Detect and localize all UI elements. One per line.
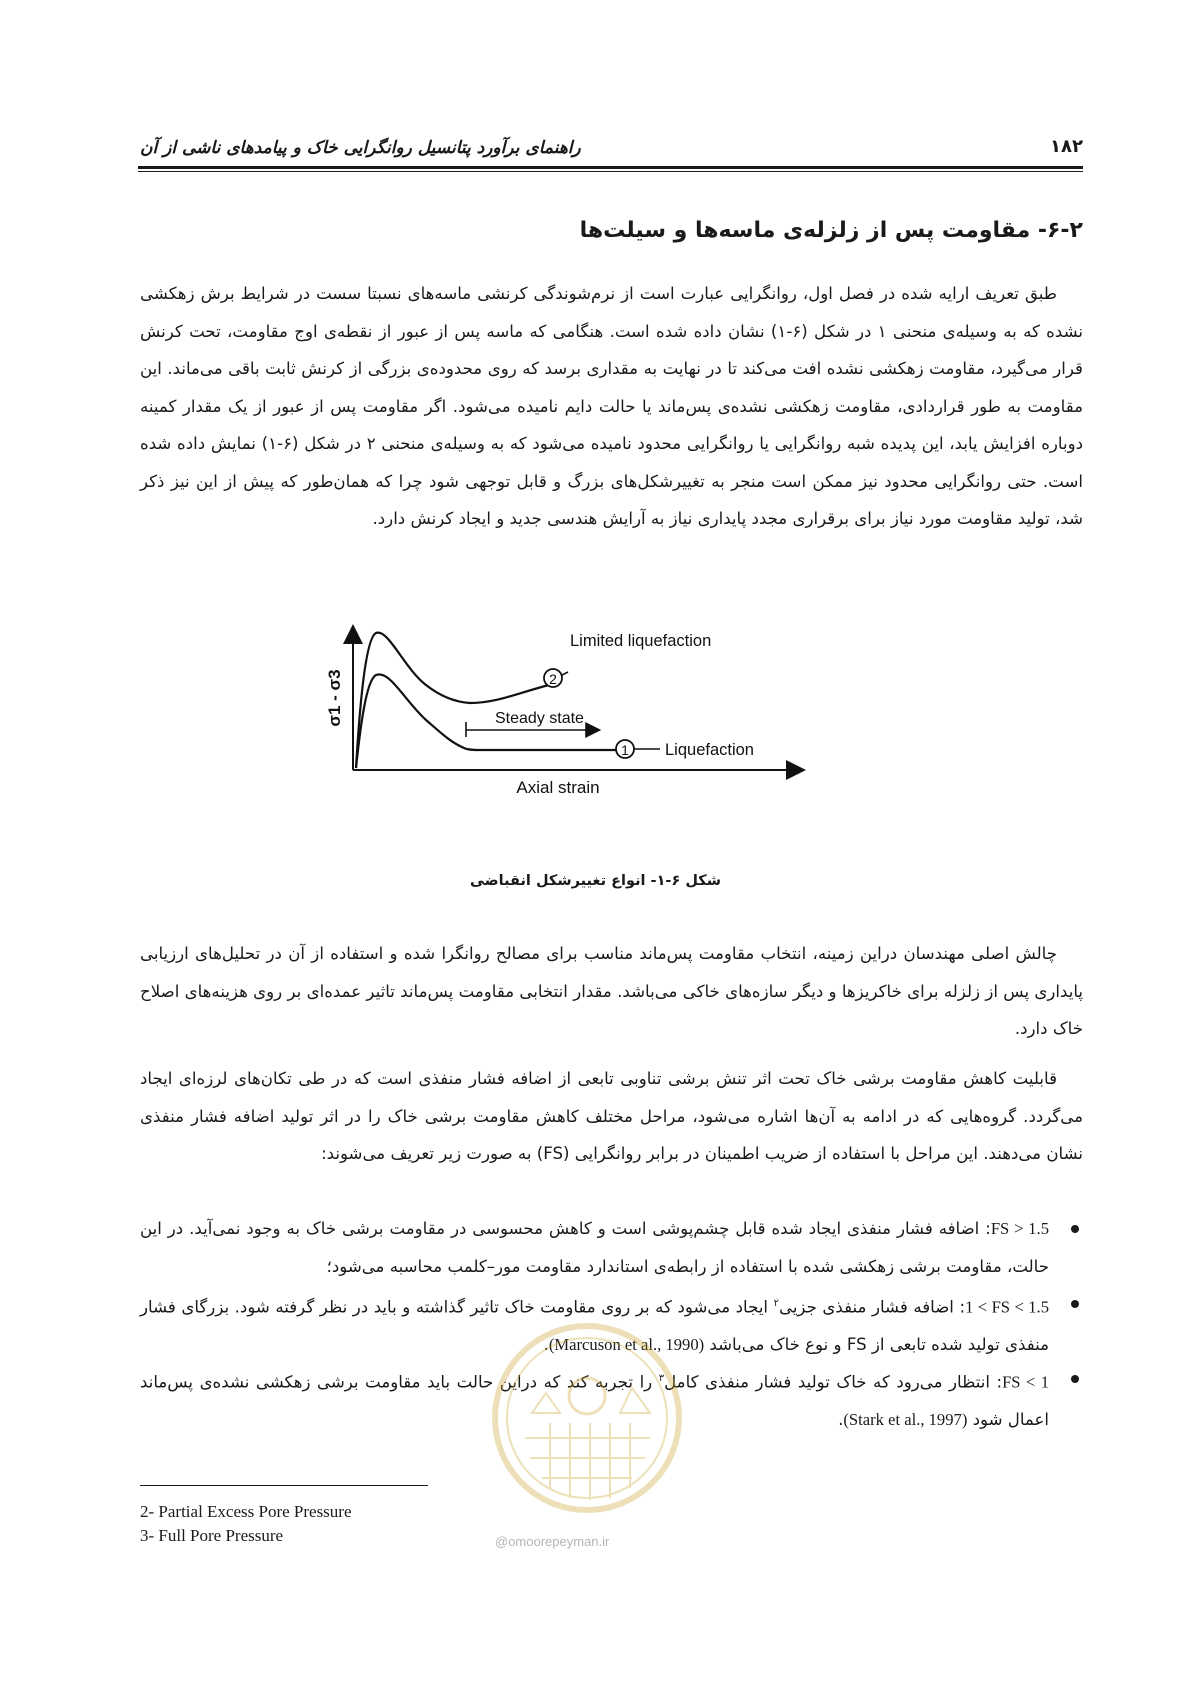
limited-tail [562, 672, 568, 675]
steady-state-label: Steady state [495, 710, 584, 727]
header-rule-thin [138, 171, 1083, 172]
curve-marker-2-label: 2 [549, 671, 557, 687]
curve-limited-liquefaction [356, 633, 553, 768]
bullet-text: : انتظار می‌رود که خاک تولید فشار منفذی کامل [664, 1372, 1003, 1392]
y-axis-label: σ1 - σ3 [325, 669, 344, 727]
fs-condition: 1 < FS < 1.5 [965, 1297, 1050, 1317]
bullet-end: . [838, 1410, 844, 1430]
bullet-text-cont: را تجربه کند که دراین حالت باید مقاومت برشی زهکشی نشده‌ی پس‌ماند اعمال شود [140, 1372, 1049, 1430]
fs-condition: FS < 1 [1002, 1372, 1049, 1392]
bullet-dot [1071, 1225, 1079, 1233]
running-header-title: راهنمای برآورد پتانسیل روانگرایی خاک و پیامدهای ناشی از آن [140, 138, 581, 158]
citation: (Marcuson et al., 1990) [548, 1335, 705, 1355]
x-axis-label: Axial strain [516, 778, 600, 797]
figure-caption: شکل ۶-۱- انواع تغییرشکل انقباضی [470, 873, 721, 889]
footnote-2: 2- Partial Excess Pore Pressure [140, 1502, 352, 1521]
header-rule-thick [138, 166, 1083, 169]
bullet-dot [1071, 1375, 1079, 1383]
bullet-dot [1071, 1300, 1079, 1308]
watermark-seal-icon [480, 1318, 695, 1518]
liquefaction-label: Liquefaction [665, 741, 754, 759]
footnote-marker: ۲ [773, 1298, 779, 1309]
paragraph-intro: طبق تعریف ارایه شده در فصل اول، روانگرایی عبارت است از نرم‌شوندگی کرنشی ماسه‌های نسبتا سست در شرایط برش زهکشی نشده که به وسیله‌ی منحنی ۱ در شکل (۶-۱) نشان داده شده است. هنگامی که ماسه پس از عبور از نقطه‌ی اوج مقاومت، تحت کرنش قرار می‌گیرد، مقاومت زهکشی نشده افت می‌کند تا در نهایت به مقداری برسد که روی محدوده‌ی بزرگی از کرنش ثابت باقی می‌ماند. این مقاومت به طور قراردادی، مقاومت زهکشی نشده‌ی پس‌ماند یا حالت دایم نامیده می‌شود. اگر مقاومت پس از عبور از یک مقدار کمینه دوباره افزایش یابد، این پدیده شبه روانگرایی یا روانگرایی محدود نامیده می‌شود که به وسیله‌ی منحنی ۲ در شکل (۶-۱) نمایش داده شده است. حتی روانگرایی محدود نیز ممکن است منجر به تغییرشکل‌های بزرگ و قابل توجهی شود چرا که همان‌طور که پیش از این نیز ذکر شد، تولید مقاومت مورد نیاز برای برقراری مجدد پایداری نیاز به آرایش هندسی جدید و ایجاد کرنش دارد. [140, 284, 1083, 528]
list-item-fs-greater-1-5 [140, 1210, 1083, 1285]
paragraph-fs-stages: قابلیت کاهش مقاومت برشی خاک تحت اثر تنش برشی تناوبی تابعی از اضافه فشار منفذی است که در طی تکان‌های لرزه‌ای ایجاد می‌گردد. گروه‌هایی که در ادامه به آن‌ها اشاره می‌شود، مراحل مختلف کاهش مقاومت برشی خاک را در اثر تولید اضافه فشار منفذی نشان می‌دهند. این مراحل با استفاده از ضریب اطمینان در برابر روانگرایی (FS) به صورت زیر تعریف می‌شوند: [140, 1069, 1083, 1163]
stress-strain-figure [320, 620, 820, 810]
bullet-text: : اضافه فشار منفذی ایجاد شده قابل چشم‌پوشی است و کاهش محسوسی در مقاومت برشی خاک به وجود نمی‌آید. در این حالت، مقاومت برشی زهکشی شده با استفاده از رابطه‌ی استاندارد مقاومت مور–کلمب محاسبه می‌شود؛ [140, 1219, 1049, 1276]
page-number: ۱۸۲ [1050, 136, 1083, 157]
limited-liquefaction-label: Limited liquefaction [570, 632, 712, 650]
bullet-text: : اضافه فشار منفذی جزیی [778, 1297, 966, 1317]
citation: (Stark et al., 1997) [843, 1410, 968, 1430]
paragraph-challenge: چالش اصلی مهندسان دراین زمینه، انتخاب مقاومت پس‌ماند مناسب برای مصالح روانگرا شده و استفاده از آن در تحلیل‌های ارزیابی پایداری پس از زلزله برای خاکریزها و دیگر سازه‌های خاکی می‌باشد. مقدار انتخابی مقاومت پس‌ماند تاثیر عمده‌ای بر روی هزینه‌های اصلاح خاک دارد. [140, 944, 1083, 1038]
footnote-rule [140, 1485, 428, 1486]
footnote-marker: ۳ [658, 1373, 665, 1384]
footnote-3: 3- Full Pore Pressure [140, 1526, 284, 1545]
bullet-end: . [543, 1335, 549, 1355]
section-heading: ۶-۲- مقاومت پس از زلزله‌ی ماسه‌ها و سیلت‌ها [579, 218, 1083, 243]
fs-condition: FS > 1.5 [990, 1219, 1049, 1238]
watermark-site: @omoorepeyman.ir [495, 1534, 610, 1549]
bullet-text-cont: ایجاد می‌شود که بر روی مقاومت خاک تاثیر گذاشته و باید در نظر گرفته شود. بزرگای فشار منفذی تولید شده تابعی از FS و نوع خاک می‌باشد [140, 1297, 1049, 1355]
curve-marker-1-label: 1 [621, 742, 629, 758]
